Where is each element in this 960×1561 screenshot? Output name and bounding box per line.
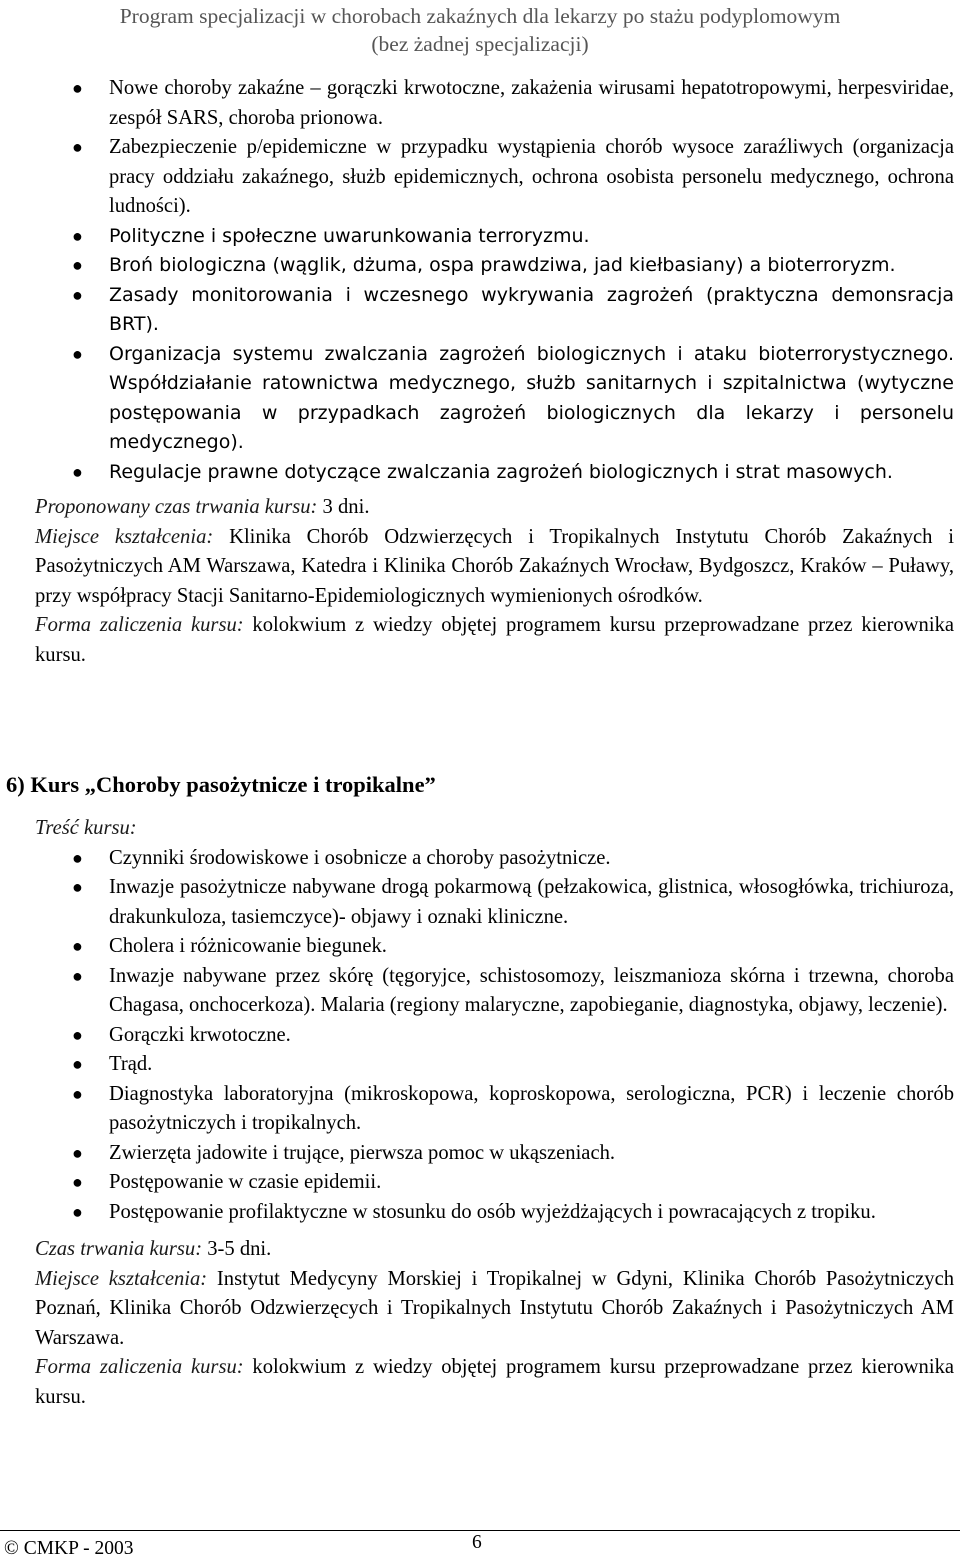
- list-item-text: Czynniki środowiskowe i osobnicze a choroby pasożytnicze.: [109, 846, 611, 869]
- list-item: [35, 458, 954, 488]
- list-item: [35, 1168, 954, 1198]
- duration-line: Proponowany czas trwania kursu: 3 dni.: [35, 496, 370, 518]
- list-item-text: Cholera i różnicowanie biegunek.: [109, 935, 387, 957]
- bullet-icon: ●: [72, 1024, 83, 1045]
- list-item-text: Gorączki krwotoczne.: [109, 1023, 291, 1046]
- section-heading: 6) Kurs „Choroby pasożytnicze i tropikalne”: [6, 772, 436, 797]
- bullet-icon: ●: [72, 255, 83, 275]
- bullet-icon: ●: [72, 1054, 83, 1074]
- content-label: Treść kursu:: [35, 817, 137, 839]
- list-item: [35, 873, 954, 932]
- list-item-text: Polityczne i społeczne uwarunkowania terroryzmu.: [109, 224, 590, 247]
- form-paragraph: Forma zaliczenia kursu: kolokwium z wiedzy objętej programem kursu przeprowadzane przez kierownika kursu.: [35, 1356, 955, 1408]
- bullet-icon: ●: [72, 284, 83, 305]
- list-item-text: Trąd.: [109, 1053, 153, 1075]
- form-paragraph: Forma zaliczenia kursu: kolokwium z wiedzy objętej programem kursu przeprowadzane przez kierownika kursu.: [35, 614, 955, 666]
- list-item: [35, 962, 954, 1021]
- bullet-icon: ●: [72, 225, 83, 246]
- list-item-text: Diagnostyka laboratoryjna (mikroskopowa, koproskopowa, serologiczna, PCR) i leczenie chorób pasożytniczych i tropikalnych.: [109, 1082, 954, 1134]
- header-title: Program specjalizacji w chorobach zakaźnych dla lekarzy po stażu podyplomowym: [119, 4, 841, 28]
- list-item-text: Inwazje pasożytnicze nabywane drogą pokarmową (pełzakowica, glistnica, włosogłówka, trichiuroza, drakunkuloza, tasiemczyce)- objawy i oznaki kliniczne.: [109, 876, 954, 928]
- place-paragraph: Miejsce kształcenia: Klinika Chorób Odzwierzęcych i Tropikalnych Instytutu Chorób Zakaźnych i Pasożytniczych AM Warszawa, Katedra i Klinika Chorób Zakaźnych Wrocław, Bydgoszcz, Kraków – Puławy, przy współpracy Stacji Sanitarno-Epidemiologicznych wymienionych ośrodków.: [35, 525, 954, 607]
- duration-line: Czas trwania kursu: 3-5 dni.: [35, 1238, 272, 1260]
- header-subtitle: (bez żadnej specjalizacji): [371, 32, 589, 56]
- list-item: [35, 133, 954, 222]
- list-item: [35, 844, 954, 874]
- bullet-icon: ●: [72, 137, 83, 157]
- section-6: [6, 770, 954, 800]
- list-item: [35, 1050, 954, 1080]
- list-item: [35, 222, 954, 252]
- list-item: [35, 1021, 954, 1051]
- running-header: [6, 0, 954, 58]
- bullet-icon: ●: [72, 78, 83, 98]
- list-item: [35, 281, 954, 340]
- list-item: [35, 1139, 954, 1169]
- list-item-text: Zasady monitorowania i wczesnego wykrywania zagrożeń (praktyczna demonsracja BRT).: [109, 283, 954, 335]
- list-item-text: Nowe choroby zakaźne – gorączki krwotoczne, zakażenia wirusami hepatotropowymi, herpesviridae, zespół SARS, choroba prionowa.: [109, 77, 954, 129]
- bullet-icon: ●: [72, 847, 83, 868]
- list-item-text: Broń biologiczna (wąglik, dżuma, ospa prawdziwa, jad kiełbasiany) a bioterroryzm.: [109, 254, 896, 276]
- bullet-icon: ●: [72, 936, 83, 956]
- bullet-icon: ●: [72, 1142, 83, 1163]
- list-item: [35, 1198, 954, 1228]
- bullet-icon: ●: [72, 1083, 83, 1104]
- list-item-text: Organizacja systemu zwalczania zagrożeń biologicznych i ataku bioterrorystycznego. Współdziałanie ratownictwa medycznego, służb sanitarnych i szpitalnictwa (wytyczne postępowania w przypadkach zagrożeń biologicznych dla lekarzy i personelu medycznego).: [109, 342, 954, 453]
- course-topic-list: [35, 844, 954, 1228]
- list-item-text: Zwierzęta jadowite i trujące, pierwsza pomoc w ukąszeniach.: [109, 1141, 616, 1164]
- footer-divider: [0, 1530, 960, 1531]
- place-paragraph: Miejsce kształcenia: Instytut Medycyny Morskiej i Tropikalnej w Gdyni, Klinika Chorób Pasożytniczych Poznań, Klinika Chorób Odzwierzęcych i Tropikalnych Instytutu Chorób Zakaźnych i Pasożytniczych AM Warszawa.: [35, 1267, 955, 1349]
- bullet-icon: ●: [72, 877, 83, 897]
- list-item: [35, 251, 954, 281]
- list-item: [35, 932, 954, 962]
- list-item: [35, 74, 954, 133]
- bullet-icon: ●: [72, 965, 83, 986]
- list-item: [35, 1080, 954, 1139]
- list-item-text: Zabezpieczenie p/epidemiczne w przypadku wystąpienia chorób wysoce zaraźliwych (organizacja pracy oddziału zakaźnego, służb epidemicznych, ochrona osobista personelu medycznego, ochrona ludności).: [109, 136, 954, 217]
- topic-list: [35, 74, 954, 487]
- section-5-content: [35, 74, 954, 670]
- list-item: [35, 340, 954, 458]
- copyright-text: © CMKP - 2003: [4, 1538, 134, 1559]
- list-item-text: Inwazje nabywane przez skórę (tęgoryjce, schistosomozy, leiszmanioza skórna i trzewna, choroba Chagasa, onchocerkoza). Malaria (regiony malaryczne, zapobieganie, diagnostyka, objawy, leczenie).: [109, 964, 954, 1016]
- bullet-icon: ●: [72, 343, 83, 364]
- list-item-text: Postępowanie w czasie epidemii.: [109, 1171, 382, 1193]
- section-6-content: [35, 814, 954, 1412]
- list-item-text: Postępowanie profilaktyczne w stosunku do osób wyjeżdżających i powracających z tropiku.: [109, 1200, 876, 1223]
- bullet-icon: ●: [72, 1172, 83, 1192]
- list-item-text: Regulacje prawne dotyczące zwalczania zagrożeń biologicznych i strat masowych.: [109, 460, 893, 483]
- page-number: 6: [472, 1532, 482, 1553]
- bullet-icon: ●: [72, 1201, 83, 1222]
- bullet-icon: ●: [72, 461, 83, 482]
